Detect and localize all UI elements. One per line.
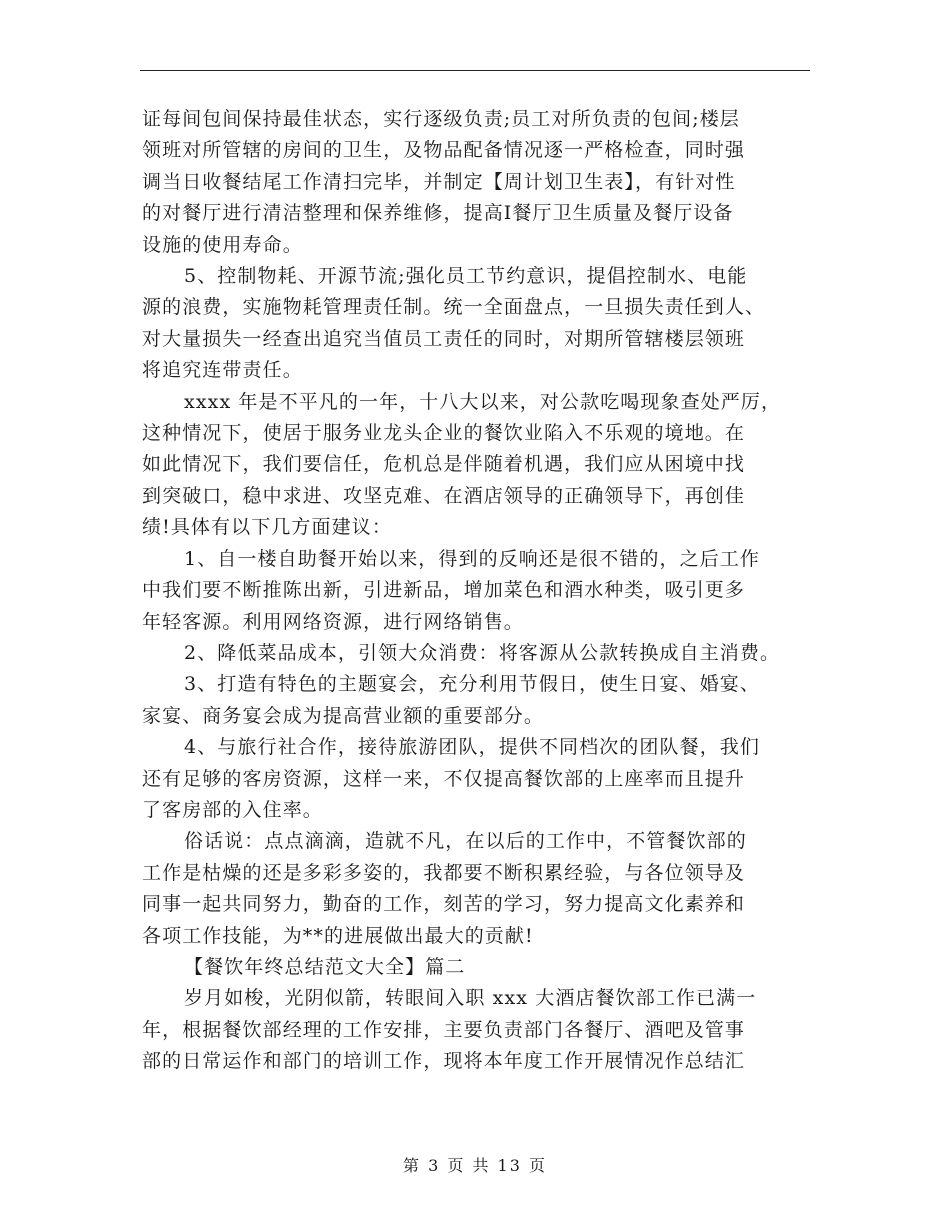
page-footer: 第 3 页 共 13 页 [403,1156,547,1175]
text-line: 同事一起共同努力，勤奋的工作，刻苦的学习，努力提高文化素养和 [142,893,746,916]
text-line: 调当日收餐结尾工作清扫完毕，并制定【周计划卫生表】，有针对性 [142,170,736,193]
text-line: 4、与旅行社合作，接待旅游团队，提供不同档次的团队餐，我们 [184,736,760,759]
header-rule [140,70,810,71]
text-line: 到突破口，稳中求进、攻坚克难、在酒店领导的正确领导下，再创佳 [142,484,746,507]
text-line: 证每间包间保持最佳状态，实行逐级负责;员工对所负责的包间;楼层 [142,108,740,130]
text-line: 3、打造有特色的主题宴会，充分利用节假日，使生日宴、婚宴、 [184,673,760,696]
text-line: 部的日常运作和部门的培训工作，现将本年度工作开展情况作总结汇 [142,1050,746,1073]
text-line: xxxx 年是不平凡的一年，十八大以来，对公款吃喝现象查处严厉， [184,390,782,413]
text-line: 的对餐厅进行清洁整理和保养维修，提高I餐厅卫生质量及餐厅设备 [142,202,734,225]
text-line: 岁月如梭，光阴似箭，转眼间入职 xxx 大酒店餐饮部工作已满一 [184,987,757,1010]
text-line: 5、控制物耗、开源节流;强化员工节约意识，提倡控制水、电能 [184,265,748,288]
text-line: 设施的使用寿命。 [142,233,303,256]
text-line: 中我们要不断推陈出新，引进新品，增加菜色和酒水种类，吸引更多 [142,579,746,602]
text-line: 各项工作技能，为**的进展做出最大的贡献! [142,924,534,947]
text-line: 【餐饮年终总结范文大全】篇二 [184,955,466,978]
text-line: 领班对所管辖的房间的卫生，及物品配备情况逐一严格检查，同时强 [142,139,746,162]
text-line: 俗话说：点点滴滴，造就不凡，在以后的工作中，不管餐饮部的 [184,830,747,853]
text-line: 2、降低菜品成本，引领大众消费：将客源从公款转换成自主消费。 [184,641,781,664]
text-line: 绩!具体有以下几方面建议： [142,516,392,539]
text-line: 工作是枯燥的还是多彩多姿的，我都要不断积累经验，与各位领导及 [142,861,746,884]
text-line: 家宴、商务宴会成为提高营业额的重要部分。 [142,704,545,727]
text-line: 对大量损失一经查出追究当值员工责任的同时，对期所管辖楼层领班 [142,327,746,350]
text-line: 将追究连带责任。 [142,359,303,382]
text-line: 年，根据餐饮部经理的工作安排，主要负责部门各餐厅、酒吧及管事 [142,1018,746,1041]
text-line: 年轻客源。利用网络资源，进行网络销售。 [142,610,524,633]
text-line: 如此情况下，我们要信任，危机总是伴随着机遇，我们应从困境中找 [142,453,746,476]
body-text [142,104,832,1078]
text-line: 源的浪费，实施物耗管理责任制。统一全面盘点，一旦损失责任到人、 [142,296,766,319]
text-line: 这种情况下，使居于服务业龙头企业的餐饮业陷入不乐观的境地。在 [142,422,746,445]
text-line: 了客房部的入住率。 [142,798,323,821]
text-line: 还有足够的客房资源，这样一来，不仅提高餐饮部的上座率而且提升 [142,767,746,790]
text-line: 1、自一楼自助餐开始以来，得到的反响还是很不错的，之后工作 [184,547,760,570]
